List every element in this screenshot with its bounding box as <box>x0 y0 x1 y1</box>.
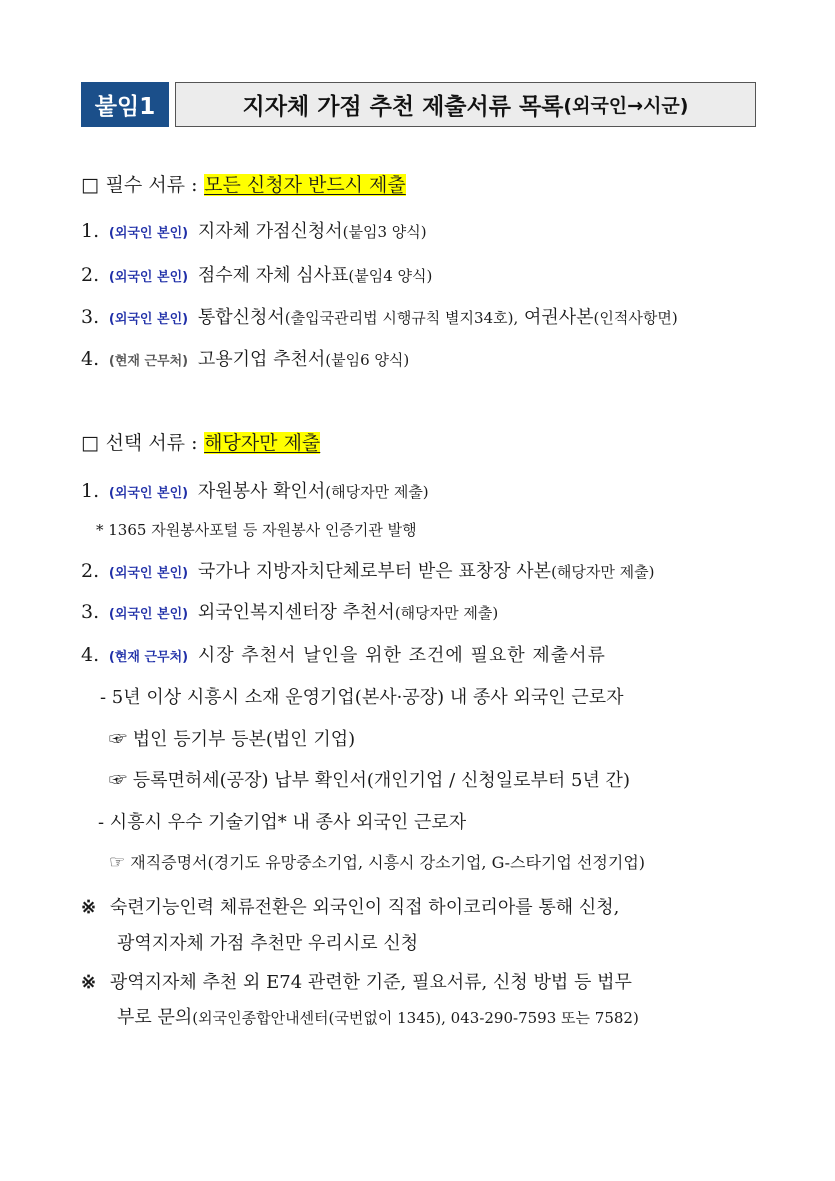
required-item <box>81 345 409 371</box>
optional-label: 선택 서류 : <box>105 432 198 454</box>
item-note: (붙임6 양식) <box>325 351 410 369</box>
required-highlight: 모든 신청자 반드시 제출 <box>204 174 406 196</box>
item-note: (출입국관리법 시행규칙 별지34호), <box>284 309 519 327</box>
item-tag: (외국인 본인) <box>108 566 189 581</box>
item-text: 시장 추천서 날인을 위한 조건에 필요한 제출서류 <box>197 645 606 666</box>
item-tag: (외국인 본인) <box>108 607 189 622</box>
condition-1-doc-a: ☞ 법인 등기부 등본(법인 기업) <box>109 729 356 750</box>
volunteer-note: * 1365 자원봉사포털 등 자원봉사 인증기관 발행 <box>96 521 417 539</box>
item-text: 자원봉사 확인서 <box>197 481 326 502</box>
item-text: 국가나 지방자치단체로부터 받은 표창장 사본 <box>197 561 552 582</box>
condition-2-doc <box>109 850 645 873</box>
required-label: 필수 서류 : <box>105 174 198 196</box>
item-note: (해당자만 제출) <box>551 563 655 581</box>
item-number: 4. <box>81 644 100 666</box>
item-number: 2. <box>81 560 100 582</box>
item-number: 3. <box>81 601 100 623</box>
page-title <box>175 82 756 127</box>
required-item <box>81 303 678 329</box>
note-2-line-2b: (외국인종합안내센터(국번없이 1345), 043-290-7593 또는 7582) <box>192 1009 639 1027</box>
checkbox-icon: □ <box>81 174 99 196</box>
item-text: 외국인복지센터장 추천서 <box>197 602 395 623</box>
reference-mark: ※ <box>81 897 97 918</box>
condition-1: - 5년 이상 시흥시 소재 운영기업(본사·공장) 내 종사 외국인 근로자 <box>100 687 624 708</box>
item-number: 1. <box>81 480 100 502</box>
note-2-line-2 <box>117 1003 639 1029</box>
item-number: 4. <box>81 348 100 370</box>
item-text: 고용기업 추천서 <box>197 349 326 370</box>
item-number: 3. <box>81 306 100 328</box>
item-text: 지자체 가점신청서 <box>197 221 343 242</box>
note-2-line-2a: 부로 문의 <box>117 1007 193 1028</box>
condition-2-doc-text: 재직증명서(경기도 유망중소기업, 시흥시 강소기업, G-스타기업 선정기업) <box>130 853 646 872</box>
item-text: 점수제 자체 심사표 <box>197 265 349 286</box>
optional-item <box>81 557 655 583</box>
item-text: 통합신청서 <box>197 307 285 328</box>
title-paren: (외국인→시군) <box>563 95 689 117</box>
item-note: (붙임3 양식) <box>342 223 427 241</box>
item-note-2: (인적사항면) <box>593 309 678 327</box>
optional-highlight: 해당자만 제출 <box>204 432 321 454</box>
optional-section-heading <box>81 428 320 455</box>
optional-item <box>81 477 429 503</box>
condition-1-doc-b: ☞ 등록면허세(공장) 납부 확인서(개인기업 / 신청일로부터 5년 간) <box>109 770 630 791</box>
item-number: 1. <box>81 220 100 242</box>
item-note: (해당자만 제출) <box>394 604 499 622</box>
note-2 <box>81 968 632 994</box>
required-item <box>81 261 432 287</box>
item-number: 2. <box>81 264 100 286</box>
item-tag: (외국인 본인) <box>108 270 189 285</box>
note-2-line-1: 광역지자체 추천 외 E74 관련한 기준, 필요서류, 신청 방법 등 법무 <box>109 972 632 993</box>
item-tag: (현재 근무처) <box>108 650 189 665</box>
note-1 <box>81 893 619 919</box>
condition-2: - 시흥시 우수 기술기업* 내 종사 외국인 근로자 <box>98 812 467 833</box>
item-tag: (외국인 본인) <box>108 312 189 327</box>
item-note: (붙임4 양식) <box>348 267 433 285</box>
item-text-2: 여권사본 <box>523 307 594 328</box>
required-item <box>81 217 427 243</box>
item-note: (해당자만 제출) <box>325 483 429 501</box>
item-tag: (현재 근무처) <box>108 354 189 369</box>
item-tag: (외국인 본인) <box>108 486 189 501</box>
hand-pointer-icon: ☞ <box>109 852 126 873</box>
note-1-line-2: 광역지자체 가점 추천만 우리시로 신청 <box>117 933 419 954</box>
item-tag: (외국인 본인) <box>108 226 189 241</box>
note-1-line-1: 숙련기능인력 체류전환은 외국인이 직접 하이코리아를 통해 신청, <box>109 897 620 918</box>
reference-mark: ※ <box>81 972 97 993</box>
required-section-heading <box>81 170 406 197</box>
attachment-badge: 붙임1 <box>81 82 169 127</box>
title-main: 지자체 가점 추천 제출서류 목록 <box>242 94 564 120</box>
optional-item <box>81 641 606 667</box>
checkbox-icon: □ <box>81 432 99 454</box>
optional-item <box>81 598 498 624</box>
